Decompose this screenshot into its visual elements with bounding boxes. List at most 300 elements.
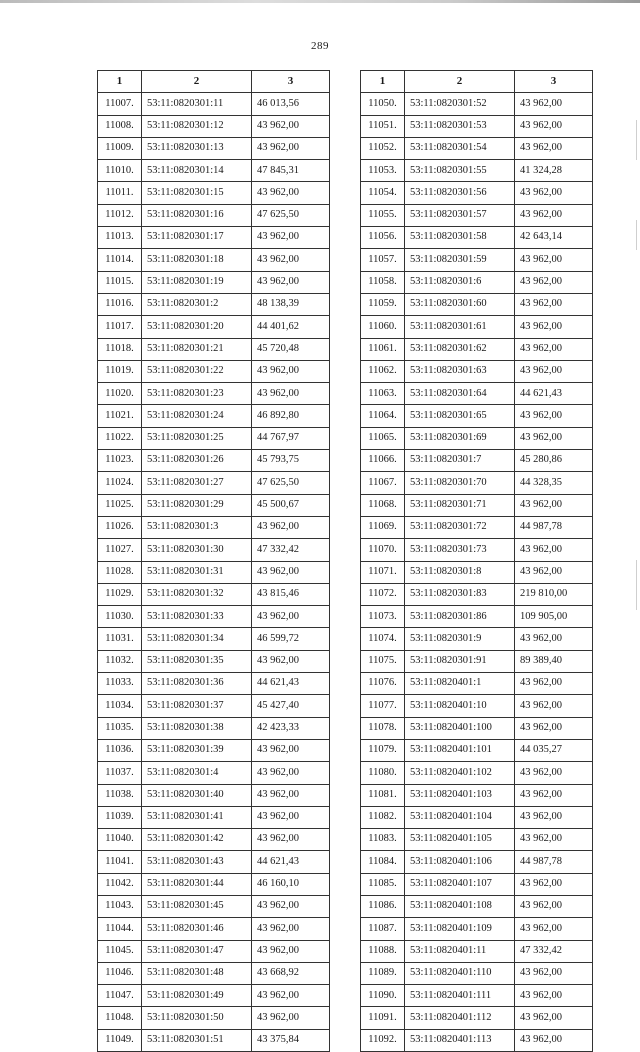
cadastral-number: 53:11:0820301:45 [142,895,252,917]
cadastral-number: 53:11:0820401:11 [405,940,515,962]
cadastral-value: 43 962,00 [515,316,593,338]
row-number: 11075. [361,650,405,672]
row-number: 11017. [98,316,142,338]
row-number: 11031. [98,628,142,650]
table-row [361,918,593,940]
cadastral-value: 44 987,78 [515,851,593,873]
row-number: 11029. [98,583,142,605]
row-number: 11046. [98,962,142,984]
table-row [361,383,593,405]
table-row [98,427,330,449]
table-row [361,695,593,717]
table-row [98,450,330,472]
cadastral-value: 219 810,00 [515,583,593,605]
table-row [361,516,593,538]
row-number: 11021. [98,405,142,427]
table-row [361,316,593,338]
cadastral-value: 43 962,00 [515,115,593,137]
table-row [361,806,593,828]
row-number: 11048. [98,1007,142,1029]
row-number: 11038. [98,784,142,806]
table-row [361,539,593,561]
cadastral-number: 53:11:0820301:44 [142,873,252,895]
row-number: 11036. [98,739,142,761]
cadastral-number: 53:11:0820301:29 [142,494,252,516]
cadastral-number: 53:11:0820301:26 [142,450,252,472]
cadastral-number: 53:11:0820301:91 [405,650,515,672]
scan-edge-mark [636,560,637,610]
cadastral-value: 43 962,00 [515,405,593,427]
row-number: 11033. [98,673,142,695]
table-row [98,360,330,382]
row-number: 11057. [361,249,405,271]
table-row [98,271,330,293]
table-row [98,940,330,962]
cadastral-number: 53:11:0820301:48 [142,962,252,984]
cadastral-number: 53:11:0820301:86 [405,606,515,628]
row-number: 11051. [361,115,405,137]
cadastral-value: 43 962,00 [252,115,330,137]
cadastral-number: 53:11:0820401:104 [405,806,515,828]
table-row [361,717,593,739]
cadastral-value: 43 962,00 [515,249,593,271]
cadastral-value: 45 500,67 [252,494,330,516]
row-number: 11060. [361,316,405,338]
row-number: 11055. [361,204,405,226]
cadastral-number: 53:11:0820301:20 [142,316,252,338]
header-col-3: 3 [252,71,330,93]
table-row [98,494,330,516]
table-row [361,427,593,449]
cadastral-value: 43 962,00 [252,829,330,851]
table-row [361,739,593,761]
row-number: 11028. [98,561,142,583]
table-row [361,450,593,472]
table-row [361,271,593,293]
row-number: 11067. [361,472,405,494]
cadastral-number: 53:11:0820301:46 [142,918,252,940]
cadastral-value: 47 332,42 [252,539,330,561]
row-number: 11071. [361,561,405,583]
cadastral-value: 43 962,00 [252,739,330,761]
row-number: 11044. [98,918,142,940]
cadastral-number: 53:11:0820401:108 [405,895,515,917]
cadastral-number: 53:11:0820301:19 [142,271,252,293]
row-number: 11079. [361,739,405,761]
row-number: 11083. [361,829,405,851]
table-row [361,115,593,137]
cadastral-value: 45 720,48 [252,338,330,360]
cadastral-number: 53:11:0820401:100 [405,717,515,739]
cadastral-number: 53:11:0820301:55 [405,160,515,182]
cadastral-value: 43 668,92 [252,962,330,984]
cadastral-number: 53:11:0820301:54 [405,137,515,159]
cadastral-number: 53:11:0820401:101 [405,739,515,761]
row-number: 11064. [361,405,405,427]
cadastral-value: 45 793,75 [252,450,330,472]
cadastral-number: 53:11:0820301:58 [405,227,515,249]
cadastral-value: 43 962,00 [515,695,593,717]
cadastral-number: 53:11:0820301:40 [142,784,252,806]
cadastral-number: 53:11:0820301:60 [405,293,515,315]
scan-edge-mark [636,120,637,160]
row-number: 11010. [98,160,142,182]
cadastral-number: 53:11:0820301:63 [405,360,515,382]
table-row [98,316,330,338]
cadastral-number: 53:11:0820401:111 [405,985,515,1007]
table-row [361,1007,593,1029]
cadastral-number: 53:11:0820301:2 [142,293,252,315]
cadastral-value: 45 280,86 [515,450,593,472]
cadastral-number: 53:11:0820301:43 [142,851,252,873]
cadastral-number: 53:11:0820301:51 [142,1029,252,1051]
cadastral-value: 46 599,72 [252,628,330,650]
cadastral-value: 46 160,10 [252,873,330,895]
table-row [98,93,330,115]
row-number: 11039. [98,806,142,828]
table-row [361,249,593,271]
cadastral-value: 44 621,43 [515,383,593,405]
cadastral-value: 42 643,14 [515,227,593,249]
cadastral-value: 48 138,39 [252,293,330,315]
row-number: 11027. [98,539,142,561]
cadastral-value: 43 962,00 [252,271,330,293]
row-number: 11026. [98,516,142,538]
cadastral-value: 43 962,00 [252,895,330,917]
cadastral-number: 53:11:0820401:102 [405,762,515,784]
cadastral-number: 53:11:0820301:37 [142,695,252,717]
row-number: 11024. [98,472,142,494]
cadastral-number: 53:11:0820301:57 [405,204,515,226]
table-row [98,293,330,315]
row-number: 11045. [98,940,142,962]
cadastral-value: 47 625,50 [252,472,330,494]
row-number: 11015. [98,271,142,293]
cadastral-number: 53:11:0820301:6 [405,271,515,293]
cadastral-value: 43 962,00 [515,628,593,650]
table-row [361,962,593,984]
table-row [361,650,593,672]
header-row [361,71,593,93]
row-number: 11022. [98,427,142,449]
table-row [361,160,593,182]
table-row [98,985,330,1007]
cadastral-value: 47 625,50 [252,204,330,226]
table-row [98,784,330,806]
row-number: 11054. [361,182,405,204]
cadastral-number: 53:11:0820301:41 [142,806,252,828]
cadastral-value: 43 962,00 [252,806,330,828]
row-number: 11049. [98,1029,142,1051]
cadastral-number: 53:11:0820301:39 [142,739,252,761]
cadastral-value: 43 962,00 [515,360,593,382]
cadastral-value: 43 962,00 [515,1007,593,1029]
cadastral-number: 53:11:0820301:24 [142,405,252,427]
cadastral-value: 44 621,43 [252,851,330,873]
row-number: 11013. [98,227,142,249]
row-number: 11042. [98,873,142,895]
row-number: 11032. [98,650,142,672]
row-number: 11072. [361,583,405,605]
row-number: 11056. [361,227,405,249]
cadastral-value: 46 892,80 [252,405,330,427]
cadastral-number: 53:11:0820301:73 [405,539,515,561]
cadastral-number: 53:11:0820301:72 [405,516,515,538]
table-row [361,583,593,605]
row-number: 11016. [98,293,142,315]
cadastral-value: 43 962,00 [252,784,330,806]
table-row [98,606,330,628]
cadastral-value: 109 905,00 [515,606,593,628]
table-row [361,784,593,806]
cadastral-number: 53:11:0820401:105 [405,829,515,851]
cadastral-value: 43 962,00 [515,561,593,583]
scan-edge-mark [636,220,637,250]
row-number: 11034. [98,695,142,717]
cadastral-value: 43 962,00 [252,137,330,159]
table-row [98,650,330,672]
cadastral-number: 53:11:0820301:8 [405,561,515,583]
row-number: 11091. [361,1007,405,1029]
row-number: 11059. [361,293,405,315]
header-col-3: 3 [515,71,593,93]
cadastral-value: 89 389,40 [515,650,593,672]
table-row [361,873,593,895]
cadastral-number: 53:11:0820401:113 [405,1029,515,1051]
cadastral-value: 41 324,28 [515,160,593,182]
cadastral-value: 43 815,46 [252,583,330,605]
cadastral-number: 53:11:0820401:106 [405,851,515,873]
cadastral-number: 53:11:0820401:109 [405,918,515,940]
table-row [361,137,593,159]
cadastral-number: 53:11:0820301:3 [142,516,252,538]
row-number: 11008. [98,115,142,137]
header-col-1: 1 [361,71,405,93]
table-row [98,472,330,494]
row-number: 11007. [98,93,142,115]
cadastral-number: 53:11:0820301:47 [142,940,252,962]
table-row [361,93,593,115]
cadastral-number: 53:11:0820301:27 [142,472,252,494]
table-row [361,606,593,628]
cadastral-value: 43 962,00 [515,829,593,851]
cadastral-number: 53:11:0820301:52 [405,93,515,115]
row-number: 11053. [361,160,405,182]
table-row [98,249,330,271]
cadastral-number: 53:11:0820301:18 [142,249,252,271]
row-number: 11018. [98,338,142,360]
table-row [98,182,330,204]
cadastral-value: 43 962,00 [515,985,593,1007]
row-number: 11074. [361,628,405,650]
table-row [98,561,330,583]
cadastral-value: 43 962,00 [515,1029,593,1051]
row-number: 11065. [361,427,405,449]
row-number: 11080. [361,762,405,784]
cadastral-number: 53:11:0820301:32 [142,583,252,605]
row-number: 11081. [361,784,405,806]
cadastral-value: 43 962,00 [252,182,330,204]
table-row [98,115,330,137]
cadastral-value: 43 962,00 [252,383,330,405]
cadastral-number: 53:11:0820301:34 [142,628,252,650]
table-row [361,360,593,382]
row-number: 11063. [361,383,405,405]
cadastral-number: 53:11:0820301:42 [142,829,252,851]
cadastral-value: 43 962,00 [515,873,593,895]
row-number: 11073. [361,606,405,628]
cadastral-number: 53:11:0820301:15 [142,182,252,204]
cadastral-number: 53:11:0820301:30 [142,539,252,561]
cadastral-number: 53:11:0820301:16 [142,204,252,226]
cadastral-number: 53:11:0820401:107 [405,873,515,895]
row-number: 11086. [361,895,405,917]
cadastral-number: 53:11:0820301:14 [142,160,252,182]
table-row [98,851,330,873]
cadastral-value: 43 962,00 [252,762,330,784]
table-row [361,182,593,204]
table-row [98,695,330,717]
cadastral-number: 53:11:0820301:69 [405,427,515,449]
cadastral-number: 53:11:0820301:36 [142,673,252,695]
row-number: 11058. [361,271,405,293]
cadastral-value: 43 962,00 [252,561,330,583]
cadastral-number: 53:11:0820301:35 [142,650,252,672]
table-row [361,338,593,360]
row-number: 11069. [361,516,405,538]
cadastral-number: 53:11:0820301:38 [142,717,252,739]
cadastral-number: 53:11:0820301:7 [405,450,515,472]
row-number: 11089. [361,962,405,984]
table-row [98,160,330,182]
table-row [361,628,593,650]
row-number: 11092. [361,1029,405,1051]
table-row [361,829,593,851]
cadastral-number: 53:11:0820301:23 [142,383,252,405]
row-number: 11014. [98,249,142,271]
cadastral-value: 43 962,00 [515,137,593,159]
cadastral-value: 43 962,00 [515,494,593,516]
cadastral-number: 53:11:0820301:31 [142,561,252,583]
cadastral-value: 43 962,00 [515,673,593,695]
cadastral-value: 46 013,56 [252,93,330,115]
header-col-2: 2 [142,71,252,93]
table-row [361,293,593,315]
cadastral-number: 53:11:0820301:33 [142,606,252,628]
row-number: 11047. [98,985,142,1007]
cadastral-number: 53:11:0820301:4 [142,762,252,784]
cadastral-number: 53:11:0820301:83 [405,583,515,605]
cadastral-number: 53:11:0820301:21 [142,338,252,360]
cadastral-value: 43 962,00 [515,539,593,561]
cadastral-value: 43 962,00 [252,985,330,1007]
cadastral-number: 53:11:0820301:11 [142,93,252,115]
row-number: 11019. [98,360,142,382]
table-row [98,762,330,784]
cadastral-number: 53:11:0820401:1 [405,673,515,695]
cadastral-number: 53:11:0820301:65 [405,405,515,427]
cadastral-value: 42 423,33 [252,717,330,739]
table-row [361,673,593,695]
row-number: 11066. [361,450,405,472]
cadastral-number: 53:11:0820301:12 [142,115,252,137]
cadastral-value: 43 375,84 [252,1029,330,1051]
table-row [98,338,330,360]
row-number: 11062. [361,360,405,382]
row-number: 11088. [361,940,405,962]
cadastral-value: 43 962,00 [252,360,330,382]
cadastral-number: 53:11:0820301:71 [405,494,515,516]
cadastral-value: 43 962,00 [515,182,593,204]
cadastral-value: 44 401,62 [252,316,330,338]
table-row [98,895,330,917]
row-number: 11025. [98,494,142,516]
row-number: 11087. [361,918,405,940]
cadastral-value: 44 035,27 [515,739,593,761]
cadastral-value: 43 962,00 [515,271,593,293]
cadastral-number: 53:11:0820301:9 [405,628,515,650]
row-number: 11076. [361,673,405,695]
cadastral-value: 43 962,00 [515,427,593,449]
row-number: 11037. [98,762,142,784]
table-row [98,204,330,226]
row-number: 11040. [98,829,142,851]
row-number: 11082. [361,806,405,828]
cadastral-number: 53:11:0820301:56 [405,182,515,204]
row-number: 11043. [98,895,142,917]
cadastral-number: 53:11:0820301:62 [405,338,515,360]
table-row [98,383,330,405]
table-row [98,673,330,695]
table-row [98,1029,330,1051]
table-row [98,405,330,427]
row-number: 11030. [98,606,142,628]
table-row [98,962,330,984]
row-number: 11077. [361,695,405,717]
row-number: 11084. [361,851,405,873]
table-row [98,1007,330,1029]
row-number: 11009. [98,137,142,159]
cadastral-number: 53:11:0820401:112 [405,1007,515,1029]
cadastral-value: 43 962,00 [252,249,330,271]
cadastral-number: 53:11:0820301:13 [142,137,252,159]
table-row [361,895,593,917]
header-col-2: 2 [405,71,515,93]
cadastral-value: 44 328,35 [515,472,593,494]
cadastral-value: 44 621,43 [252,673,330,695]
cadastral-number: 53:11:0820301:17 [142,227,252,249]
row-number: 11050. [361,93,405,115]
cadastral-value: 43 962,00 [252,940,330,962]
cadastral-number: 53:11:0820301:53 [405,115,515,137]
cadastral-value: 43 962,00 [252,227,330,249]
cadastral-value: 43 962,00 [515,762,593,784]
cadastral-value: 44 767,97 [252,427,330,449]
cadastral-number: 53:11:0820301:70 [405,472,515,494]
table-row [98,628,330,650]
cadastral-value: 43 962,00 [515,338,593,360]
cadastral-value: 43 962,00 [515,93,593,115]
table-row [361,1029,593,1051]
cadastral-number: 53:11:0820401:110 [405,962,515,984]
row-number: 11061. [361,338,405,360]
table-row [98,873,330,895]
cadastral-number: 53:11:0820301:59 [405,249,515,271]
table-row [361,985,593,1007]
cadastral-value: 43 962,00 [252,1007,330,1029]
table-row [361,204,593,226]
header-col-1: 1 [98,71,142,93]
